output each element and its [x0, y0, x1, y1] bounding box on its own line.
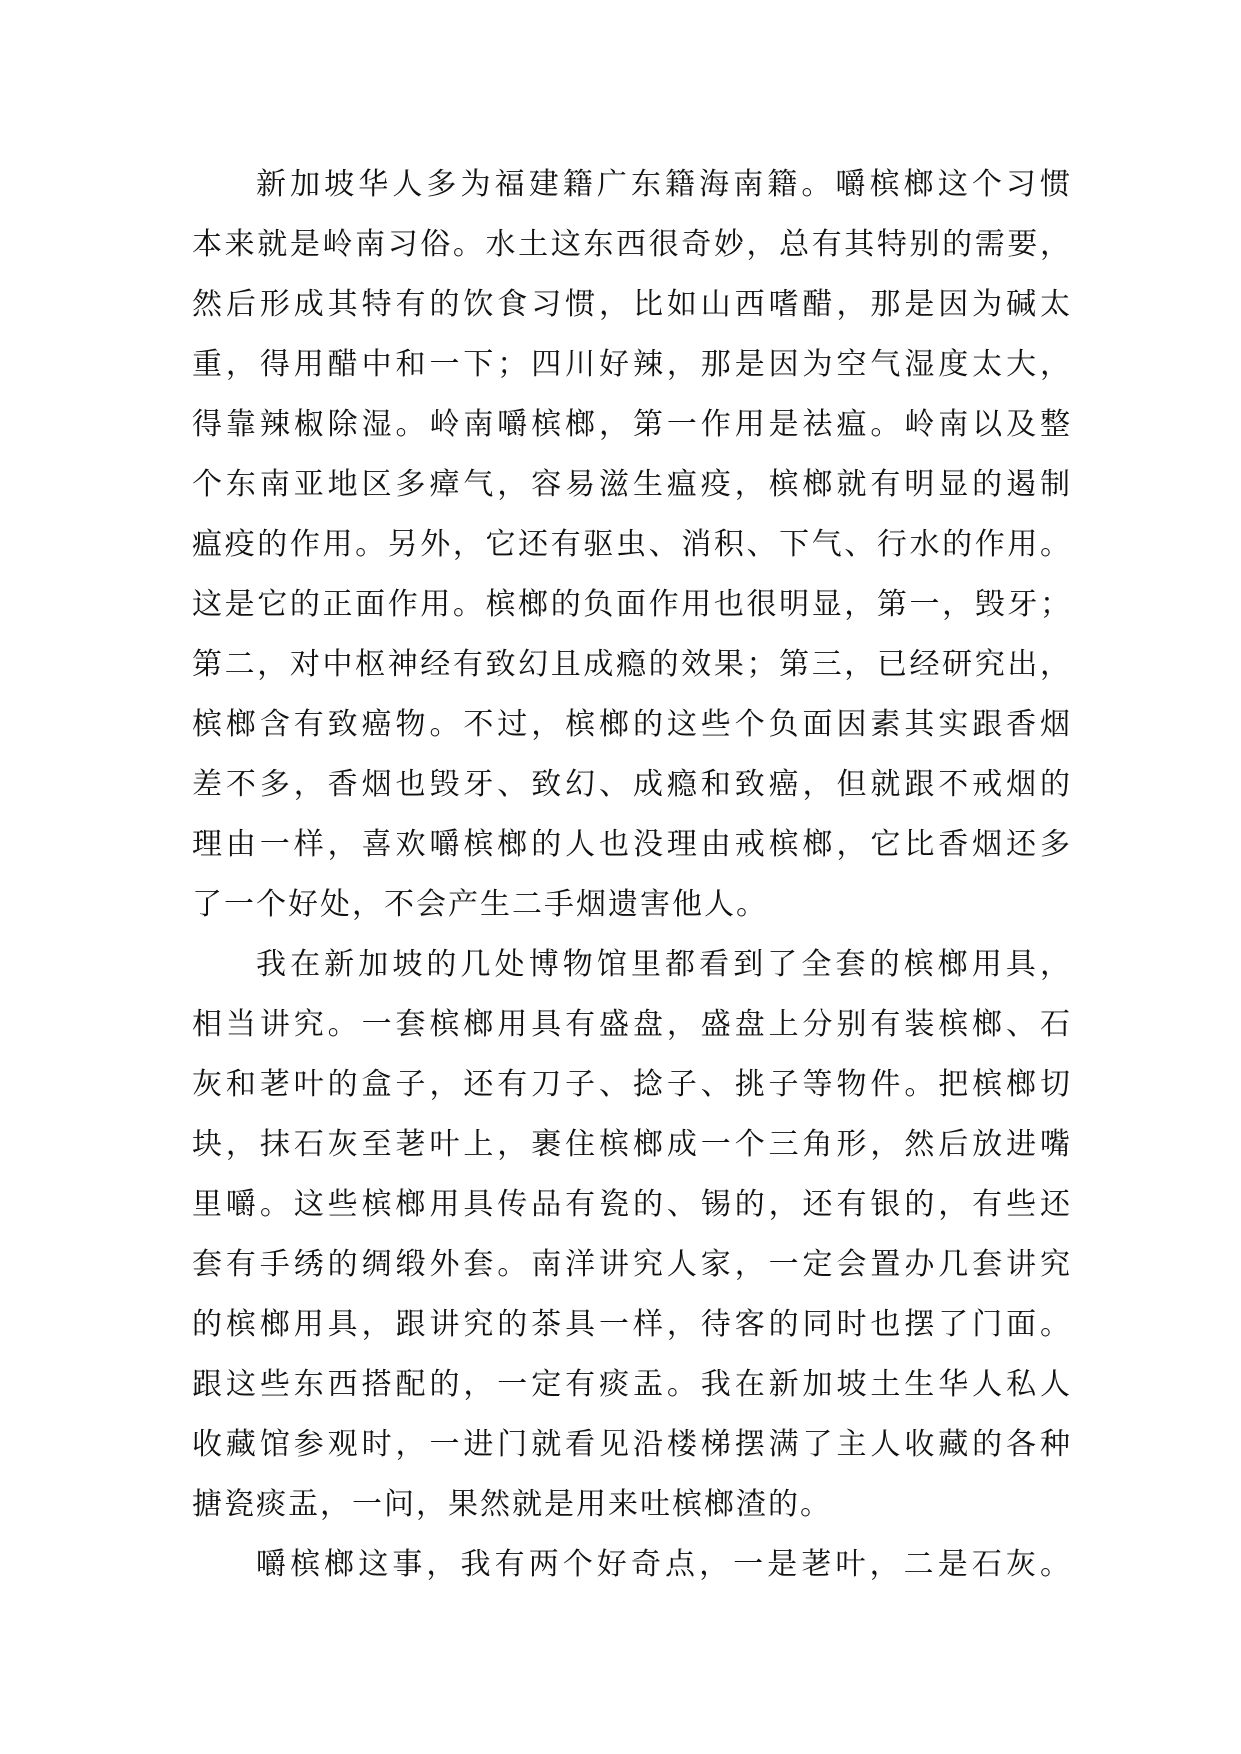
text-line: 新加坡华人多为福建籍广东籍海南籍。嚼槟榔这个习惯	[256, 167, 1072, 202]
text-line: 嚼槟榔这事，我有两个好奇点，一是荖叶，二是石灰。	[256, 1547, 1072, 1582]
text-line: 理由一样，喜欢嚼槟榔的人也没理由戒槟榔，它比香烟还多	[192, 827, 1072, 862]
text-line: 瘟疫的作用。另外，它还有驱虫、消积、下气、行水的作用。	[192, 527, 1072, 562]
text-line: 的槟榔用具，跟讲究的茶具一样，待客的同时也摆了门面。	[192, 1307, 1072, 1342]
paragraph-1	[192, 155, 1072, 935]
text-line: 这是它的正面作用。槟榔的负面作用也很明显，第一，毁牙；	[192, 587, 1072, 622]
text-line: 得靠辣椒除湿。岭南嚼槟榔，第一作用是祛瘟。岭南以及整	[192, 407, 1072, 442]
text-line: 第二，对中枢神经有致幻且成瘾的效果；第三，已经研究出，	[192, 647, 1072, 682]
text-line: 重，得用醋中和一下；四川好辣，那是因为空气湿度太大，	[192, 347, 1072, 382]
text-line: 差不多，香烟也毁牙、致幻、成瘾和致癌，但就跟不戒烟的	[192, 767, 1072, 802]
text-line: 块，抹石灰至荖叶上，裹住槟榔成一个三角形，然后放进嘴	[192, 1127, 1072, 1162]
text-line: 灰和荖叶的盒子，还有刀子、捻子、挑子等物件。把槟榔切	[192, 1067, 1072, 1102]
text-line: 槟榔含有致癌物。不过，槟榔的这些个负面因素其实跟香烟	[192, 707, 1072, 742]
text-line: 相当讲究。一套槟榔用具有盛盘，盛盘上分别有装槟榔、石	[192, 1007, 1072, 1042]
text-line: 了一个好处，不会产生二手烟遗害他人。	[192, 887, 768, 922]
text-line: 本来就是岭南习俗。水土这东西很奇妙，总有其特别的需要，	[192, 227, 1072, 262]
text-line: 个东南亚地区多瘴气，容易滋生瘟疫，槟榔就有明显的遏制	[192, 467, 1072, 502]
text-line: 我在新加坡的几处博物馆里都看到了全套的槟榔用具，	[256, 947, 1072, 982]
document-body	[192, 155, 1072, 1595]
text-line: 搪瓷痰盂，一问，果然就是用来吐槟榔渣的。	[192, 1487, 832, 1522]
text-line: 里嚼。这些槟榔用具传品有瓷的、锡的，还有银的，有些还	[192, 1187, 1072, 1222]
text-line: 套有手绣的绸缎外套。南洋讲究人家，一定会置办几套讲究	[192, 1247, 1072, 1282]
paragraph-3	[192, 1535, 1072, 1595]
text-line: 跟这些东西搭配的，一定有痰盂。我在新加坡土生华人私人	[192, 1367, 1072, 1402]
paragraph-2	[192, 935, 1072, 1535]
text-line: 然后形成其特有的饮食习惯，比如山西嗜醋，那是因为碱太	[192, 287, 1072, 322]
text-line: 收藏馆参观时，一进门就看见沿楼梯摆满了主人收藏的各种	[192, 1427, 1072, 1462]
